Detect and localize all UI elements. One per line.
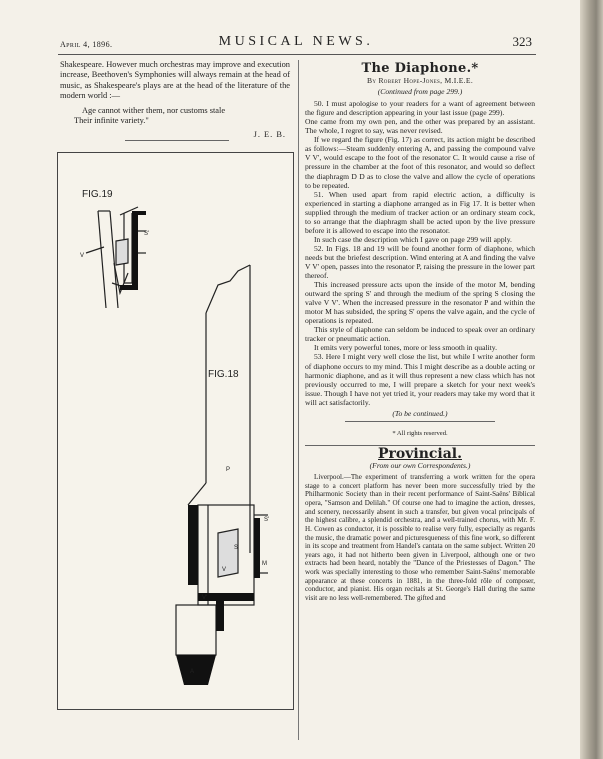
diaphone-paragraph: 51. When used apart from rapid electric action, a difficulty is experienced in starting a diaphone arranged as in Fig 17. It is better when supplied through the medium of tracker action or an ordinary steam cock, to so arrange that the diaphragm shall be acted upon by the live pressure before it is allowed to escape into the resonator.: [305, 189, 535, 235]
fig18-label: FIG.18: [208, 369, 239, 380]
fig18-a: A: [190, 669, 195, 675]
fig19-v: V: [80, 253, 85, 259]
diaphone-figure: [57, 152, 294, 710]
fig18-v: V: [222, 567, 227, 573]
diaphone-paragraph: This style of diaphone can seldom be induced to speak over an ordinary tracker or pneumatic action.: [305, 325, 535, 344]
diaphone-paragraph: It emits very powerful tones, more or less smooth in quality.: [314, 343, 497, 353]
issue-date: April 4, 1896.: [60, 40, 113, 49]
section-rule: [125, 140, 229, 141]
diaphone-drawing: [58, 153, 293, 709]
diaphone-paragraph: If we regard the figure (Fig. 17) as correct, its action might be described as follows:—Steam suddenly entering A, and passing the compound valve V V', would escape to the foot of the resonator C. It would cause a rise of pressure in the chamber at the foot of this resonator, and would so deflect the diaphragm D D as to close the valve and allow the cycle of operations to be repeated.: [305, 135, 535, 190]
quote-line-1: Age cannot wither them, nor customs stale: [82, 105, 226, 115]
diaphone-paragraph: One came from my own pen, and the other was prepared by an assistant. The whole, I regret to say, was never revised.: [305, 117, 535, 136]
book-edge: [580, 0, 603, 759]
fig19-label: FIG.19: [82, 189, 113, 200]
fig18-s-prime: S': [264, 517, 270, 523]
diaphone-paragraph: In such case the description which I gave on page 299 will apply.: [314, 234, 512, 244]
provincial-title: Provincial.: [378, 445, 462, 462]
fig18-v-prime: V': [202, 595, 208, 601]
article-rule: [345, 421, 495, 422]
diaphone-byline: By Robert Hope-Jones, M.I.E.E.: [366, 76, 474, 86]
right-column-text: [305, 60, 535, 603]
rights-note: * All rights reserved.: [392, 429, 448, 437]
page-number: 323: [512, 34, 532, 49]
to-be-continued: (To be continued.): [392, 408, 448, 418]
masthead-title: MUSICAL NEWS.: [218, 34, 374, 49]
diaphone-paragraph: 52. In Figs. 18 and 19 will be found another form of diaphone, which needs but the briefest description. Wind entering at A and finding the valve V V' open, passes into the resonator P, raising the pressure in the lower part thereof.: [305, 243, 535, 281]
fig18-m: M: [262, 561, 267, 567]
page-header: [60, 34, 532, 52]
left-column-text: [60, 60, 290, 141]
fig19-s-prime: S': [144, 231, 150, 237]
header-rule: [58, 54, 536, 55]
quote-line-2: Their infinite variety.": [74, 116, 149, 126]
signature: J. E. B.: [253, 130, 286, 140]
fig18-p: P: [226, 467, 231, 473]
fig18-s: S: [234, 545, 239, 551]
column-divider: [298, 60, 299, 740]
diaphone-title: The Diaphone.*: [361, 61, 479, 76]
liverpool-paragraph: Liverpool.—The experiment of transferring a work written for the opera stage to a concert platform has never been more successfully tried by the Philharmonic Society than in their recent performance of Saint-Saëns' Biblical opera, "Samson and Delilah." Of course one had to imagine the action, dresses, and scenery, necessarily absent in such a transfer, but given vocal principals of the highest calibre, a splendid orchestra, and a well-trained chorus, with Mr. F. H. Cowen as conductor, it is possible to realise very fully, especially as regards the music, the dramatic power and picturesqueness of this fine work, so different in its scope and treatment from Handel's cantata on the same subject. Written 20 years ago, it had not hitherto been given in Liverpool, although one or two extracts had been heard, notably the "Dance of the Priestesses of Dagon." The work was specially interesting to those who remember Saint-Saëns' memorable appearance at these concerts in 1881, in the three-fold rôle of composer, conductor, and pianist. His organ recitals at St. George's Hall during the same visit are no less well-remembered. The gifted and: [305, 472, 535, 603]
shakespeare-paragraph: Shakespeare. However much orchestras may improve and execution increase, Beethoven's Symphonies will always remain at the head of music, as Shakespeare's plays are at the head of the literature of the modern world :—: [60, 60, 290, 101]
provincial-subtitle: (From our own Correspondents.): [369, 460, 471, 470]
diaphone-paragraph: 53. Here I might very well close the list, but while I write another form of diaphone occurs to my mind. This I might describe as a double acting or harmonic diaphone, and as it will thus represent a new class which has not previously occurred to me, I will prepare a sketch for your next week's issue. Though I have not yet tried it, your readers may take my word that it will act satisfactorily.: [305, 352, 535, 407]
diaphone-paragraph: 50. I must apologise to your readers for a want of agreement between the figure and description appearing in your last issue (page 299).: [305, 99, 535, 118]
continued-from: (Continued from page 299.): [377, 87, 463, 97]
diaphone-paragraph: This increased pressure acts upon the inside of the motor M, bending outward the spring S' and through the medium of the spring S closing the valve V V'. When the increased pressure in the resonator P and within the motor M has subsided, the spring S' opens the valve again, and the cycle of operations is repeated.: [305, 280, 535, 326]
